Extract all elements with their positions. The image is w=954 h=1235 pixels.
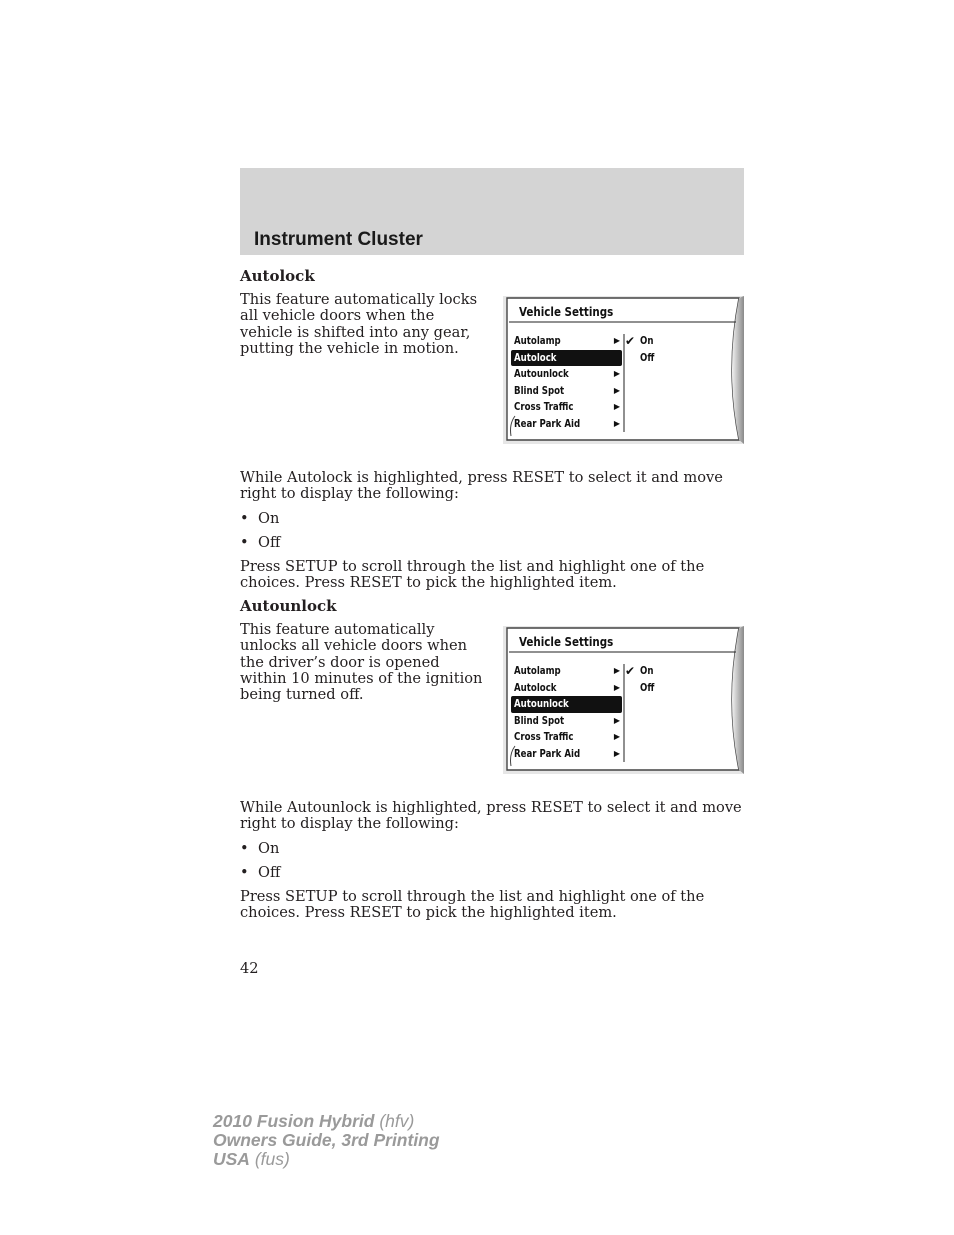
display-menu-item bbox=[511, 680, 622, 697]
right-triangle-icon: ▶ bbox=[613, 369, 620, 378]
right-triangle-icon: ▶ bbox=[613, 732, 620, 741]
display-menu bbox=[511, 663, 623, 762]
right-triangle-icon: ▶ bbox=[613, 336, 620, 345]
section-title: Instrument Cluster bbox=[254, 229, 423, 250]
display-options bbox=[625, 333, 685, 366]
right-triangle-icon: ▶ bbox=[613, 666, 620, 675]
display-title: Vehicle Settings bbox=[519, 305, 614, 319]
check-mark-icon: ✔ bbox=[625, 664, 636, 678]
display-option-label: On bbox=[640, 665, 654, 677]
autolock-display-graphic bbox=[503, 296, 744, 444]
check-mark-icon: ✔ bbox=[625, 334, 636, 348]
autounlock-closing: Press SETUP to scroll through the list and highlight one of the choices. Press RESET to pick the highlighted item. bbox=[240, 888, 705, 922]
autounlock-instruction: While Autounlock is highlighted, press RESET to select it and move right to display the following: bbox=[240, 799, 742, 833]
autounlock-display-graphic bbox=[503, 626, 744, 774]
display-menu bbox=[511, 333, 623, 432]
display-menu-item bbox=[511, 713, 622, 730]
display-menu-item bbox=[511, 746, 622, 763]
footer-market: USA bbox=[213, 1149, 250, 1169]
page-number: 42 bbox=[240, 960, 259, 977]
autounlock-intro: This feature automatically unlocks all vehicle doors when the driver’s door is opened within 10 minutes of the ignition being turned off. bbox=[240, 621, 483, 704]
display-menu-item bbox=[511, 333, 622, 350]
display-menu-item bbox=[511, 696, 622, 713]
display-menu-item-label: Autolamp bbox=[514, 665, 561, 677]
display-menu-item-label: Cross Traffic bbox=[514, 731, 574, 743]
display-option-label: Off bbox=[640, 681, 655, 694]
display-option-label: On bbox=[640, 335, 654, 347]
display-menu-item bbox=[511, 399, 622, 416]
display-menu-item-label: Rear Park Aid bbox=[514, 747, 581, 760]
autolock-instruction: While Autolock is highlighted, press RESET to select it and move right to display the following: bbox=[240, 469, 723, 503]
autolock-closing: Press SETUP to scroll through the list and highlight one of the choices. Press RESET to pick the highlighted item. bbox=[240, 558, 705, 592]
display-menu-item-label: Autolock bbox=[514, 351, 557, 364]
display-title: Vehicle Settings bbox=[519, 635, 614, 649]
autolock-heading: Autolock bbox=[240, 267, 315, 285]
display-menu-item bbox=[511, 350, 622, 367]
footer-guide: Owners Guide, 3rd Printing bbox=[213, 1130, 440, 1150]
display-options bbox=[625, 663, 685, 696]
right-triangle-icon: ▶ bbox=[613, 402, 620, 411]
display-menu-item-label: Cross Traffic bbox=[514, 401, 574, 413]
autounlock-heading: Autounlock bbox=[240, 597, 337, 615]
display-menu-item-label: Blind Spot bbox=[514, 714, 565, 727]
display-menu-item bbox=[511, 416, 622, 433]
footer-model-code: (hfv) bbox=[379, 1111, 415, 1131]
footer-model: 2010 Fusion Hybrid bbox=[213, 1111, 375, 1131]
autolock-intro: This feature automatically locks all vehicle doors when the vehicle is shifted into any gear, putting the vehicle in motion. bbox=[240, 291, 478, 357]
footer-market-code: (fus) bbox=[254, 1149, 290, 1169]
display-menu-item-label: Autolock bbox=[514, 681, 557, 694]
right-triangle-icon: ▶ bbox=[613, 385, 620, 395]
right-triangle-icon: ▶ bbox=[613, 748, 620, 758]
right-triangle-icon: ▶ bbox=[613, 682, 620, 692]
display-option bbox=[625, 350, 685, 367]
display-menu-item-label: Rear Park Aid bbox=[514, 417, 581, 430]
display-menu-item-label: Autounlock bbox=[514, 368, 569, 380]
display-menu-item-label: Autounlock bbox=[514, 698, 569, 710]
display-option bbox=[625, 663, 685, 680]
display-option bbox=[625, 680, 685, 697]
display-menu-item bbox=[511, 366, 622, 383]
bullet-item: • Off bbox=[240, 864, 281, 881]
display-option-label: Off bbox=[640, 351, 655, 364]
bullet-item: • On bbox=[240, 840, 280, 857]
bullet-item: • On bbox=[240, 510, 280, 527]
display-menu-item bbox=[511, 729, 622, 746]
display-menu-item bbox=[511, 383, 622, 400]
right-triangle-icon: ▶ bbox=[613, 418, 620, 428]
display-menu-item-label: Autolamp bbox=[514, 335, 561, 347]
display-option bbox=[625, 333, 685, 350]
document-footer bbox=[213, 1112, 440, 1169]
right-triangle-icon: ▶ bbox=[613, 715, 620, 725]
bullet-item: • Off bbox=[240, 534, 281, 551]
display-menu-item bbox=[511, 663, 622, 680]
display-menu-item-label: Blind Spot bbox=[514, 384, 565, 397]
section-header-band bbox=[240, 168, 744, 255]
